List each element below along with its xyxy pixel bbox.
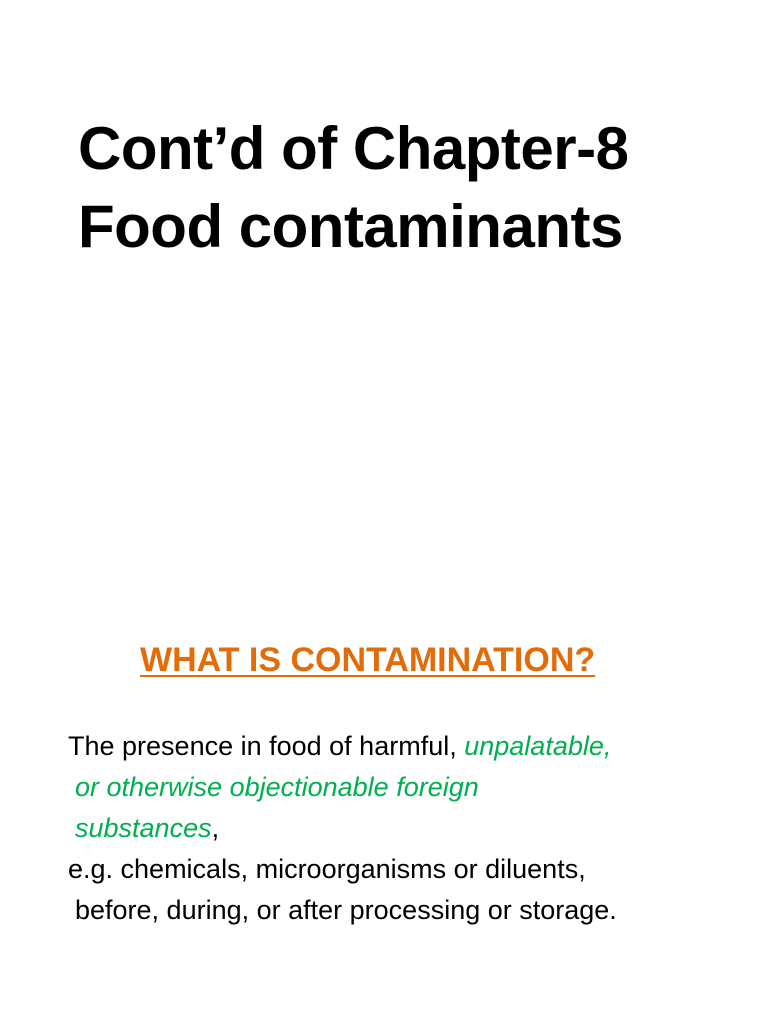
highlight-substances: substances <box>75 813 212 843</box>
definition-line-3 <box>68 808 748 849</box>
highlight-unpalatable: unpalatable, <box>464 731 612 761</box>
title-line-1: Cont’d of Chapter-8 <box>78 115 629 182</box>
definition-line-1 <box>68 726 748 767</box>
title-line-2: Food contaminants <box>78 193 623 260</box>
definition-line-4: e.g. chemicals, microorganisms or diluents, <box>68 854 586 884</box>
definition-line-2 <box>68 767 748 808</box>
definition-comma: , <box>211 813 220 843</box>
slide-title <box>78 110 738 266</box>
section-heading: WHAT IS CONTAMINATION? <box>140 641 596 679</box>
highlight-objectionable: or otherwise objectionable foreign <box>75 772 479 802</box>
definition-paragraph <box>68 726 748 931</box>
definition-line-5: before, during, or after processing or storage. <box>75 895 617 925</box>
definition-text-1: The presence in food of harmful, <box>68 731 465 761</box>
